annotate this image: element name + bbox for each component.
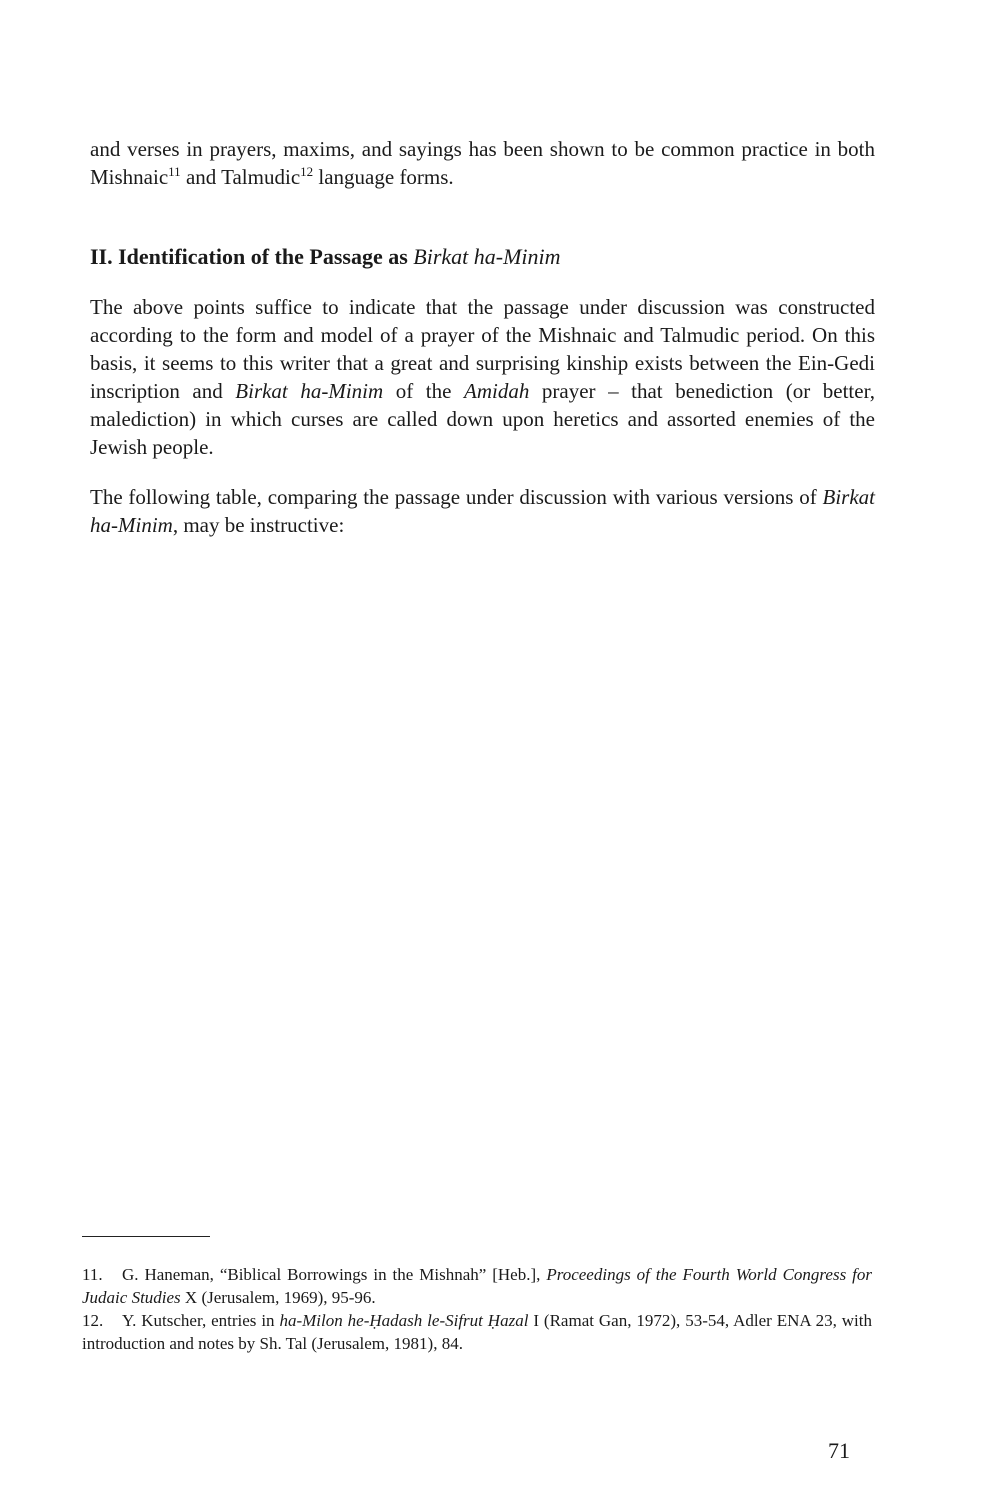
- paragraph-intro: [90, 135, 875, 191]
- footnote-ref-11[interactable]: 11: [168, 164, 181, 179]
- footnote-italic-text: ha-Milon he-Ḥadash le-Sifrut Ḥazal: [279, 1311, 529, 1330]
- heading-italic-text: Birkat ha-Minim: [413, 244, 561, 269]
- footnote-12: [82, 1309, 872, 1355]
- section-heading: [90, 243, 875, 271]
- footnote-text: G. Haneman, “Biblical Borrowings in the Mishnah” [Heb.],: [122, 1265, 547, 1284]
- footnote-number: 11.: [82, 1265, 103, 1284]
- page-number: 71: [828, 1438, 850, 1463]
- footnote-text: X (Jerusalem, 1969), 95-96.: [180, 1288, 376, 1307]
- footnote-11: [82, 1263, 872, 1309]
- paragraph-table-intro: [90, 483, 875, 539]
- page-body: [90, 135, 875, 539]
- paragraph-text: and Talmudic: [180, 165, 301, 189]
- footnotes: [82, 1263, 872, 1355]
- footnote-text: I (Ramat Gan, 1972), 53-54, Adler ENA 23, with introduction and notes by Sh. Tal (Jerusalem, 1981), 84.: [82, 1311, 873, 1353]
- footnote-text: Y. Kutscher, entries in: [122, 1311, 280, 1330]
- footnote-divider: [82, 1236, 210, 1237]
- paragraph-italic-text: Birkat ha-Minim: [235, 379, 384, 403]
- footnote-italic-text: Proceedings of the Fourth World Congress for Judaic Studies: [82, 1265, 872, 1307]
- paragraph-text: of the: [383, 379, 464, 403]
- paragraph-text: prayer – that benediction (or better, malediction) in which curses are called down upon heretics and assorted enemies of the Jewish people.: [90, 379, 875, 459]
- paragraph-text: , may be instructive:: [172, 513, 345, 537]
- paragraph-text: language forms.: [313, 165, 454, 189]
- paragraph-identification: [90, 293, 875, 461]
- footnote-ref-12[interactable]: 12: [300, 164, 314, 179]
- heading-text: II. Identification of the Passage as: [90, 244, 414, 269]
- footnote-number: 12.: [82, 1311, 104, 1330]
- paragraph-italic-text: Amidah: [464, 379, 530, 403]
- paragraph-text: The above points suffice to indicate that the passage under discussion was constructed according to the form and model of a prayer of the Mishnaic and Talmudic period. On this basis, it seems to this writer that a great and surprising kinship exists between the Ein-Gedi inscription and: [90, 295, 875, 403]
- paragraph-italic-text: Birkat ha-Minim: [90, 485, 875, 537]
- paragraph-text: and verses in prayers, maxims, and sayings has been shown to be common practice in both Mishnaic: [90, 137, 875, 189]
- paragraph-text: The following table, comparing the passage under discussion with various versions of: [90, 485, 823, 509]
